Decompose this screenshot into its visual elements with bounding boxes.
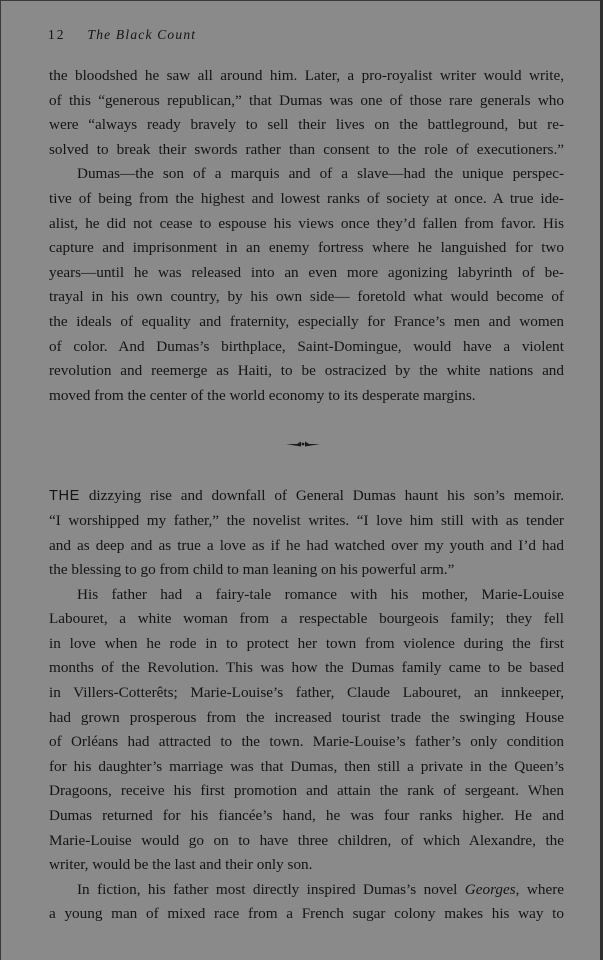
novel-title: Georges bbox=[464, 880, 516, 898]
text-line: were “always ready bravely to sell their lives on the battleground, but re- bbox=[49, 116, 564, 134]
text-line: revolution and reemerge as Haiti, to be ostracized by the white nations and bbox=[49, 362, 564, 380]
text-line: the bloodshed he saw all around him. Later, a pro-royalist writer would write, bbox=[49, 67, 564, 84]
text-line: in Villers-Cotterêts; Marie-Louise’s father, Claude Labouret, an innkeeper, bbox=[49, 684, 564, 702]
text-line: for his daughter’s marriage was that Dumas, then still a private in the Queen’s bbox=[49, 757, 564, 775]
text-line bbox=[49, 878, 564, 903]
text-line: months of the Revolution. This was how the Dumas family came to be based bbox=[49, 659, 564, 677]
text-line: the ideals of equality and fraternity, especially for France’s men and women bbox=[49, 312, 564, 330]
running-head bbox=[48, 27, 196, 43]
text-line: of this “generous republican,” that Dumas was one of those rare generals who bbox=[49, 91, 564, 109]
text-line: a young man of mixed race from a French sugar colony makes his way to bbox=[49, 905, 564, 923]
text-line: His father had a fairy-tale romance with his mother, Marie-Louise bbox=[77, 585, 564, 603]
text-line: solved to break their swords rather than consent to the role of executioners.” bbox=[49, 140, 564, 158]
book-title: The Black Count bbox=[87, 27, 197, 42]
section-break-ornament bbox=[49, 421, 564, 469]
text-line: “I worshipped my father,” the novelist writes. “I love him still with as tender bbox=[49, 511, 564, 529]
text-line: alist, he did not cease to espouse his views once they’d fallen from favor. His bbox=[49, 214, 564, 232]
text-run: In fiction, his father most directly inspired Dumas’s novel bbox=[77, 880, 465, 898]
text-line: trayal in his own country, by his own side— foretold what would become of bbox=[49, 288, 564, 306]
text-line: tive of being from the highest and lowest ranks of society at once. A true ide- bbox=[49, 189, 564, 207]
text-line: and as deep and as true a love as if he had watched over my youth and I’d had bbox=[49, 536, 564, 554]
text-line: writer, would be the last and their only son. bbox=[49, 856, 313, 874]
ornament-icon bbox=[286, 440, 320, 448]
text-line: moved from the center of the world economy to its desperate margins. bbox=[49, 386, 476, 404]
text-line: in love when he rode in to protect her town from violence during the first bbox=[49, 634, 564, 652]
body-text bbox=[49, 64, 564, 927]
text-line: Dumas returned for his fiancée’s hand, he was four ranks higher. He and bbox=[49, 807, 564, 825]
text-run: , where bbox=[515, 880, 564, 898]
text-line: the blessing to go from child to man leaning on his powerful arm.” bbox=[49, 561, 455, 579]
text-line: Dragoons, receive his first promotion and attain the rank of sergeant. When bbox=[49, 782, 564, 800]
text-line: years—until he was released into an even more agonizing labyrinth of be- bbox=[49, 263, 564, 281]
page-number: 12 bbox=[48, 27, 66, 42]
text-line: of color. And Dumas’s birthplace, Saint-Domingue, would have a violent bbox=[49, 337, 564, 355]
text-line: of Orléans had attracted to the town. Marie-Louise’s father’s only condition bbox=[49, 733, 564, 751]
lead-line-text: dizzying rise and downfall of General Dumas haunt his son’s memoir. bbox=[80, 487, 564, 505]
text-line: had grown prosperous from the increased tourist trade the swinging House bbox=[49, 708, 564, 726]
text-line: capture and imprisonment in an enemy fortress where he languished for two bbox=[49, 239, 564, 257]
text-line bbox=[49, 484, 564, 509]
text-line: Marie-Louise would go on to have three children, of which Alexandre, the bbox=[49, 831, 564, 849]
text-line: Labouret, a white woman from a respectable bourgeois family; they fell bbox=[49, 610, 564, 628]
lead-in-caps: THE bbox=[49, 488, 80, 505]
text-line: Dumas—the son of a marquis and of a slave—had the unique perspec- bbox=[77, 165, 564, 183]
